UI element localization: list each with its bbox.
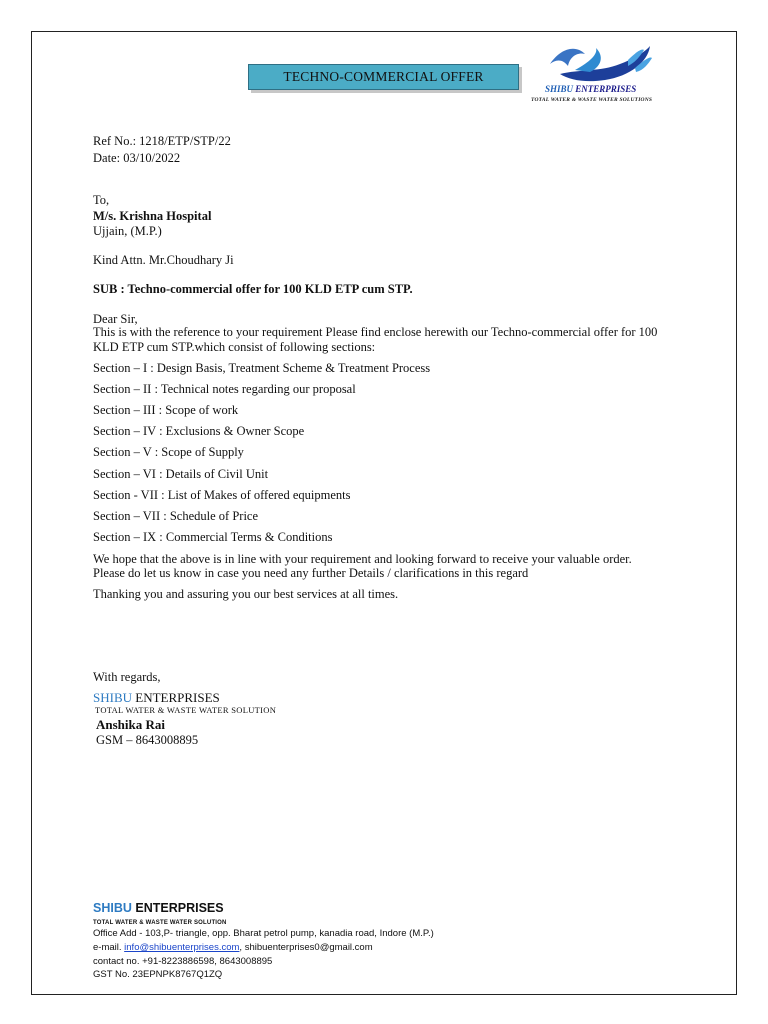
offer-title: [248, 64, 519, 90]
closing-line-1: We hope that the above is in line with your requirement and looking forward to receive your valuable order.: [93, 552, 632, 566]
closing-line-2: Please do let us know in case you need any further Details / clarifications in this regard: [93, 566, 529, 580]
footer-tagline: TOTAL WATER & WASTE WATER SOLUTION: [93, 920, 227, 926]
footer-company: SHIBU ENTERPRISES: [93, 901, 224, 915]
attention-line: Kind Attn. Mr.Choudhary Ji: [93, 253, 234, 267]
section-item: Section – III : Scope of work: [93, 403, 239, 417]
offer-title-text: TECHNO-COMMERCIAL OFFER: [283, 69, 484, 84]
footer-contact: contact no. +91-8223886598, 8643008895: [93, 956, 273, 967]
regards: With regards,: [93, 670, 161, 684]
section-item: Section – V : Scope of Supply: [93, 445, 244, 459]
footer-gst: GST No. 23EPNPK8767Q1ZQ: [93, 969, 223, 980]
section-item: Section – VII : Schedule of Price: [93, 509, 259, 523]
footer-email-line: e-mail. info@shibuenterprises.com, shibuenterprises0@gmail.com: [93, 942, 373, 953]
section-item: Section – VI : Details of Civil Unit: [93, 467, 269, 481]
subject-line: SUB : Techno-commercial offer for 100 KLD ETP cum STP.: [93, 282, 413, 296]
thanks-line: Thanking you and assuring you our best services at all times.: [93, 587, 399, 601]
signatory-name: Anshika Rai: [96, 717, 165, 732]
salutation: Dear Sir,: [93, 312, 138, 326]
logo-tagline: TOTAL WATER & WASTE WATER SOLUTIONS: [531, 97, 653, 103]
section-item: Section – I : Design Basis, Treatment Scheme & Treatment Process: [93, 361, 431, 375]
footer-address: Office Add - 103,P- triangle, opp. Bharat petrol pump, kanadia road, Indore (M.P.): [93, 928, 434, 939]
email-link[interactable]: info@shibuenterprises.com: [124, 942, 240, 953]
recipient-name: M/s. Krishna Hospital: [93, 209, 212, 223]
date: Date: 03/10/2022: [93, 151, 181, 165]
signatory-gsm: GSM – 8643008895: [96, 733, 199, 747]
signature-tagline: TOTAL WATER & WASTE WATER SOLUTION: [95, 705, 277, 715]
recipient-address: Ujjain, (M.P.): [93, 224, 162, 238]
intro-line-2: KLD ETP cum STP.which consist of following sections:: [93, 340, 376, 354]
section-item: Section – IV : Exclusions & Owner Scope: [93, 424, 305, 438]
to-label: To,: [93, 193, 110, 207]
signature-company: SHIBU ENTERPRISES: [93, 690, 220, 705]
section-item: Section - VII : List of Makes of offered equipments: [93, 488, 351, 502]
intro-line-1: This is with the reference to your requirement Please find enclose herewith our Techno-commercial offer for 100: [93, 325, 658, 339]
section-item: Section – II : Technical notes regarding our proposal: [93, 382, 356, 396]
logo-company-name: SHIBU ENTERPRISES: [545, 84, 637, 94]
ref-number: Ref No.: 1218/ETP/STP/22: [93, 134, 231, 148]
section-item: Section – IX : Commercial Terms & Conditions: [93, 530, 333, 544]
